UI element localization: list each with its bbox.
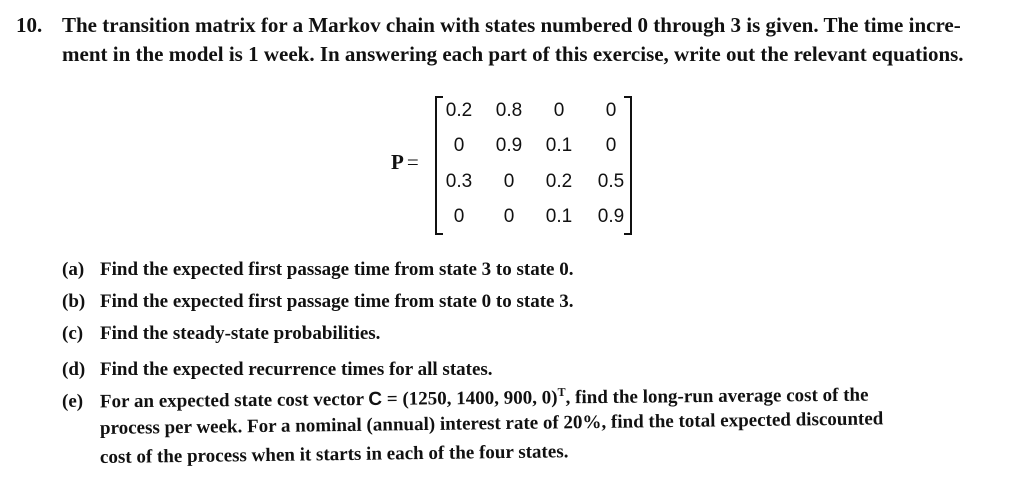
matrix-cell-r2-c3: 0.5 bbox=[597, 171, 625, 192]
matrix-cell-r3-c1: 0 bbox=[503, 206, 515, 227]
matrix-label bbox=[391, 150, 419, 175]
part-d bbox=[62, 359, 493, 381]
cost-vector-values: = (1250, 1400, 900, 0) bbox=[382, 387, 558, 410]
matrix-symbol: P bbox=[391, 150, 404, 174]
part-e-text-post: , find the long-run average cost of the bbox=[565, 384, 869, 409]
matrix-cell-r1-c0: 0 bbox=[453, 135, 465, 156]
problem-intro-line-1: The transition matrix for a Markov chain with states numbered 0 through 3 is given. The time incre- bbox=[62, 13, 961, 37]
part-label: (e) bbox=[62, 391, 84, 413]
part-b bbox=[62, 291, 574, 313]
matrix-cell-r1-c2: 0.1 bbox=[545, 135, 573, 156]
matrix-cell-r2-c2: 0.2 bbox=[545, 171, 573, 192]
matrix-cell-r1-c3: 0 bbox=[605, 135, 617, 156]
part-text: Find the steady-state probabilities. bbox=[100, 323, 381, 344]
part-text: Find the expected first passage time from state 3 to state 0. bbox=[100, 259, 574, 280]
part-label: (a) bbox=[62, 259, 85, 280]
matrix-cell-r2-c1: 0 bbox=[503, 171, 515, 192]
problem-intro-line-2: ment in the model is 1 week. In answering each part of this exercise, write out the relevant equations. bbox=[62, 42, 964, 66]
matrix-cell-r3-c2: 0.1 bbox=[545, 206, 573, 227]
part-label: (d) bbox=[62, 359, 86, 380]
part-text: Find the expected recurrence times for all states. bbox=[100, 359, 493, 380]
matrix-cell-r0-c1: 0.8 bbox=[495, 100, 523, 121]
part-text: Find the expected first passage time from state 0 to state 3. bbox=[100, 291, 574, 312]
matrix-cell-r3-c3: 0.9 bbox=[597, 206, 625, 227]
matrix-cell-r0-c3: 0 bbox=[605, 100, 617, 121]
matrix-cell-r0-c0: 0.2 bbox=[445, 100, 473, 121]
part-a bbox=[62, 259, 574, 281]
part-label: (b) bbox=[62, 291, 86, 312]
part-e-text-pre: For an expected state cost vector bbox=[99, 388, 369, 413]
matrix-cell-r3-c0: 0 bbox=[453, 206, 465, 227]
part-e-line-3: cost of the process when it starts in each of the four states. bbox=[99, 441, 569, 468]
part-e-line-2: process per week. For a nominal (annual) interest rate of 20%, find the total expected discounted bbox=[99, 408, 884, 439]
matrix-cell-r1-c1: 0.9 bbox=[495, 135, 523, 156]
matrix-cell-r0-c2: 0 bbox=[553, 100, 565, 121]
part-c bbox=[62, 323, 380, 345]
problem-number: 10. bbox=[16, 13, 43, 37]
matrix-cell-r2-c0: 0.3 bbox=[445, 171, 473, 192]
equals-sign: = bbox=[406, 150, 419, 174]
part-e-line-1 bbox=[100, 382, 869, 413]
transpose-superscript: T bbox=[557, 384, 566, 400]
cost-vector-symbol: C bbox=[368, 388, 383, 410]
part-label: (c) bbox=[62, 323, 84, 344]
